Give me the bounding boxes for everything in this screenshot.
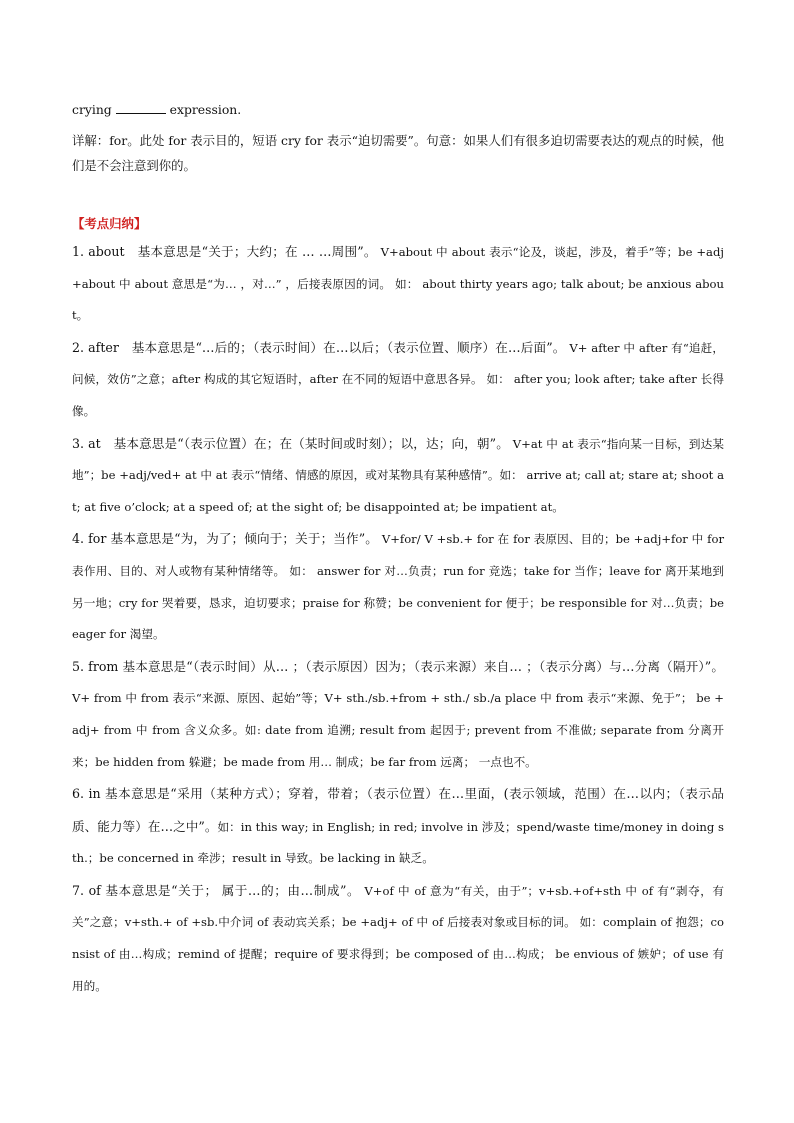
question-line — [72, 97, 724, 122]
list-item-in: 6. in 基本意思是“采用（某种方式）；穿着，带着；（表示位置）在…里面，(表示领域，范围）在…以内；（表示品质、能力等）在…之中”。如：in this way; in English; in red; involve in 涉及；spend/waste time/money in doing sth.；be concerned in 牵涉；result in 导致。be lacking in 缺乏。 — [72, 786, 724, 866]
question-prefix: crying — [72, 102, 116, 117]
section-title: 【考点归纳】 — [72, 216, 147, 231]
answer-blank — [116, 102, 166, 114]
list-item-at: 3. at 基本意思是“（表示位置）在；在（某时间或时刻）；以，达；向，朝”。 V+at 中 at 表示“指向某一目标，到达某地”；be +adj/ved+ at 中 at 表示“情绪、情感的原因，或对某物具有某种感情”。如： arrive at; call at; stare at; shoot at; at five o’clock; at a speed of; at the sight of; be disappointed at; be impatient at。 — [72, 435, 724, 514]
explanation: 详解：for。此处 for 表示目的，短语 cry for 表示“迫切需要”。句意：如果人们有很多迫切需要表达的观点的时候，他们是不会注意到你的。 — [72, 133, 724, 173]
document-page — [72, 97, 724, 1002]
question-suffix: expression. — [165, 102, 242, 117]
list-item-after: 2. after 基本意思是“…后的；（表示时间）在…以后；（表示位置、顺序）在…后面”。 V+ after 中 after 有“追赶，问候，效仿”之意；after 构成的其它短语时，after 在不同的短语中意思各异。 如： after you; look after; take after 长得像。 — [72, 339, 725, 418]
list-item-of: 7. of 基本意思是“关于； 属于…的；由…制成”。 V+of 中 of 意为“有关，由于”；v+sb.+of+sth 中 of 有“剥夺，有关”之意；v+sth.+ of +sb.中介词 of 表动宾关系；be +adj+ of 中 of 后接表对象或目标的词。 如：complain of 抱怨；consist of 由…构成；remind of 提醒；require of 要求得到；be composed of 由…构成； be envious of 嫉妒；of use 有用的。 — [72, 882, 724, 993]
list-item-for: 4. for 基本意思是“为，为了；倾向于；关于；当作”。 V+for/ V +sb.+ for 在 for 表原因、目的；be +adj+for 中 for 表作用、目的、对人或物有某种情绪等。 如： answer for 对…负责；run for 竞选；take for 当作；leave for 离开某地到另一地；cry for 哭着要，恳求，迫切要求；praise for 称赞；be convenient for 便于；be responsible for 对…负责；be eager for 渴望。 — [72, 531, 724, 642]
list-item-from: 5. from 基本意思是“（表示时间）从… ；（表示原因）因为；（表示来源）来自… ；（表示分离）与…分离（隔开）”。V+ from 中 from 表示“来源、原因、起始”等；V+ sth./sb.+from + sth./ sb./a place 中 from 表示“来源、免于”； be +adj+ from 中 from 含义众多。如: date from 追溯; result from 起因于; prevent from 不准做; separate from 分离开来；be hidden from 躲避；be made from 用… 制成；be far from 远离； 一点也不。 — [72, 658, 724, 769]
list-item-about: 1. about 基本意思是“关于；大约；在 … …周围”。 V+about 中 about 表示“论及，谈起，涉及，着手”等；be +adj+about 中 about 意思是“为… ，对…” ，后接表原因的词。 如： about thirty years ago; talk about; be anxious about。 — [72, 244, 724, 323]
